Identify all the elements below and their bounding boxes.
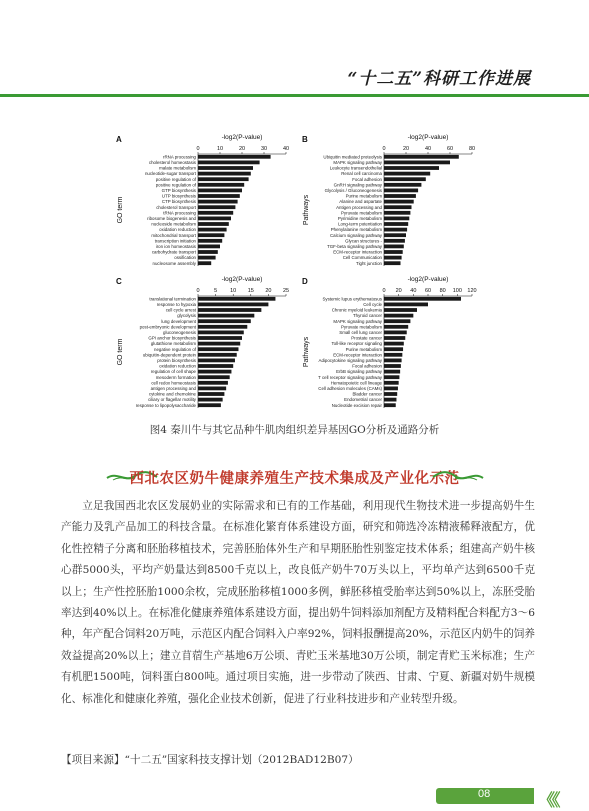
chart-bar <box>198 308 261 312</box>
chart-bar <box>384 205 412 209</box>
y-category-label: TGF-beta signaling pathway <box>327 244 382 249</box>
chart-bar <box>384 398 396 402</box>
y-category-label: MAPK signaling pathway <box>333 318 382 324</box>
chart-bar <box>198 194 240 198</box>
chart-bar <box>384 200 414 204</box>
y-category-label: Thyroid cancer <box>352 313 382 319</box>
y-category-label: protein biosynthesis <box>157 358 196 363</box>
y-category-label: Pyrimidine metabolism <box>337 216 382 221</box>
chart-bar <box>384 194 416 198</box>
chart-bar <box>198 189 242 193</box>
x-tick-label: 20 <box>395 288 402 294</box>
y-category-label: gluconeogenesis <box>163 330 196 335</box>
y-category-label: ciliary or flagellar motility <box>148 397 196 403</box>
y-category-label: cell cycle arrest <box>165 307 196 313</box>
y-category-label: cell redox homeostasis <box>151 380 196 386</box>
y-category-label: response to lipopolysaccharide <box>135 402 196 408</box>
y-category-label: regulation of cell shape <box>150 369 196 375</box>
chart-bar <box>198 392 224 396</box>
y-category-label: glycolysis <box>177 313 196 319</box>
x-tick-label: 5 <box>214 288 218 294</box>
chevron-left-icon: 《《 <box>538 791 558 811</box>
x-tick-label: 0 <box>196 288 200 294</box>
panel-letter: C <box>116 277 122 286</box>
y-category-label: Renal cell carcinoma <box>341 171 382 177</box>
chart-panel-d <box>300 274 482 414</box>
chart-bar <box>198 325 247 329</box>
x-tick-label: 40 <box>282 146 290 152</box>
panel-letter: A <box>116 135 122 144</box>
section-title: 西北农区奶牛健康养殖生产技术集成及产业化示范 <box>129 471 460 487</box>
y-category-label: CTP biosynthesis <box>161 199 196 205</box>
chart-panel-c <box>114 274 296 414</box>
y-category-label: Ubiquitin mediated proteolysis <box>323 154 382 160</box>
chart-bar <box>198 211 233 215</box>
chart-bar <box>198 166 253 170</box>
y-category-label: Nucleotide excision repair <box>331 402 382 408</box>
x-tick-label: 15 <box>247 288 254 294</box>
y-category-label: cholesterol transport <box>156 204 196 210</box>
y-category-label: Leukocyte transendothelial <box>329 165 382 171</box>
chart-bar <box>384 239 405 243</box>
y-category-label: Bladder cancer <box>352 391 382 397</box>
y-category-label: Long-term potentiation <box>338 221 382 227</box>
y-category-label: Purine metabolism <box>345 193 382 199</box>
y-category-label: ubiquitin-dependent protein <box>142 352 196 358</box>
y-category-label: Phenylalanine metabolism <box>330 227 382 233</box>
chart-bar <box>384 172 430 176</box>
chart-bar <box>198 217 231 221</box>
chart-bar <box>384 347 403 351</box>
chart-bar <box>384 381 399 385</box>
y-category-label: rRNA processing <box>163 154 196 160</box>
chart-bar <box>198 183 244 187</box>
chart-bar <box>384 297 461 301</box>
y-category-label: oxidation reduction <box>159 363 196 369</box>
y-category-label: Focal adhesion <box>352 176 382 182</box>
x-axis-title: -log2(P-value) <box>221 276 263 283</box>
chart-bar <box>384 336 405 340</box>
chart-bar <box>384 177 426 181</box>
y-category-label: Toll-like receptor signaling <box>331 341 382 347</box>
chart-c-svg <box>114 274 296 414</box>
y-category-label: oxidation reduction <box>159 227 196 233</box>
y-category-label: positive regulation of <box>155 182 196 188</box>
y-category-label: Focal adhesion <box>352 363 382 369</box>
chart-bar <box>198 387 226 391</box>
chart-d-svg <box>300 274 482 414</box>
chart-bar <box>384 222 408 226</box>
x-axis-title: -log2(P-value) <box>407 134 449 141</box>
chart-bar <box>198 205 235 209</box>
y-category-label: MAPK signaling pathway <box>333 160 382 165</box>
chart-bar <box>198 250 218 254</box>
chart-bar <box>198 222 229 226</box>
chart-bar <box>198 177 249 181</box>
x-tick-label: 10 <box>216 146 224 152</box>
chart-bar <box>198 398 223 402</box>
chart-bar <box>384 314 413 318</box>
chart-bar <box>198 297 275 301</box>
project-source: 【项目来源】“十二五”国家科技支撑计划（2012BAD12B07） <box>61 754 359 766</box>
y-axis-title: GO term <box>117 338 124 366</box>
x-tick-label: 25 <box>282 288 290 294</box>
y-category-label: lung development <box>161 318 196 324</box>
section-heading <box>0 465 589 489</box>
figure-caption: 图4 秦川牛与其它品种牛肌肉组织差异基因GO分析及通路分析 <box>149 424 440 436</box>
chart-a-svg <box>114 132 296 272</box>
chart-bar <box>384 256 402 260</box>
y-category-label: Hematopoietic cell lineage <box>330 380 382 386</box>
chart-panel-a <box>114 132 296 272</box>
chart-bar <box>198 359 235 363</box>
chart-bar <box>384 331 407 335</box>
chart-bar <box>384 375 399 379</box>
chart-bar <box>384 245 404 249</box>
chart-bar <box>384 392 397 396</box>
x-tick-label: 40 <box>424 146 432 152</box>
chart-bar <box>384 303 428 307</box>
chart-bar <box>384 342 404 346</box>
y-category-label: Adipocytokine signaling pathway <box>318 358 382 363</box>
chart-bar <box>198 228 227 232</box>
x-tick-label: 20 <box>238 146 246 152</box>
chart-bar <box>198 347 238 351</box>
y-category-label: post-embryonic development <box>139 324 196 330</box>
y-category-label: cholesterol homeostasis <box>148 160 196 165</box>
y-category-label: ErbB signaling pathway <box>336 369 382 375</box>
y-category-label: Cell Communication <box>342 255 382 261</box>
panel-letter: D <box>302 277 308 286</box>
chart-bar <box>198 239 222 243</box>
chart-bar <box>198 364 233 368</box>
y-category-label: Endometrial cancer <box>344 397 382 403</box>
chart-bar <box>384 233 406 237</box>
article-paragraph: 立足我国西北农区发展奶业的实际需求和已有的工作基础，利用现代生物技术进一步提高奶牛生产能力及乳产品加工的科技含量。在标准化繁育体系建设方面，研究和筛选冷冻精液稀释液配方，优化性控精子分离和胚胎移植技术，完善胚胎体外生产和早期胚胎性别鉴定技术体系；组建高产奶牛核心群5000头，平均产奶量达到8500千克以上，改良低产奶牛70万头以上，平均单产达到6500千克以上；生产性控胚胎1000余枚，完成胚胎移植1000多例，鲜胚移植受胎率达到50%以上，冻胚受胎率达到40%以上。在标准化健康养殖体系建设方面，提出奶牛饲料添加剂配方及精料配合料配方3～6种，年产配合饲料20万吨，示范区内配合饲料入户率92%，饲料报酬提高20%，示范区内奶牛的饲养效益提高20%以上；建立苜蓿生产基地6万公顷、青贮玉米基地30万公顷，制定青贮玉米标准；生产有机肥1500吨，饲料蛋白800吨。通过项目实施，进一步带动了陕西、甘肃、宁夏、新疆对奶牛规模化、标准化和健康化养殖，强化企业技术创新，促进了行业科技进步和产业转型升级。 <box>61 500 535 705</box>
chart-bar <box>384 250 403 254</box>
y-category-label: Pyruvate metabolism <box>341 324 382 330</box>
x-tick-label: 60 <box>446 146 454 152</box>
y-category-label: glutathione metabolism <box>150 341 196 347</box>
y-category-label: nucleosome assembly <box>152 260 196 266</box>
y-category-label: tRNA processing <box>163 210 196 216</box>
header-divider <box>0 94 589 97</box>
y-category-label: Antigen processing and <box>336 204 382 210</box>
chart-bar <box>198 342 240 346</box>
x-tick-label: 0 <box>382 288 386 294</box>
chart-bar <box>198 172 251 176</box>
y-category-label: ossification <box>174 255 196 261</box>
y-category-label: nucleoside metabolism <box>151 221 196 227</box>
y-axis-title: GO term <box>117 196 124 224</box>
chart-bar <box>384 166 439 170</box>
x-tick-label: 20 <box>402 146 410 152</box>
chart-bar <box>198 370 231 374</box>
x-tick-label: 80 <box>468 146 476 152</box>
y-category-label: negative regulation of <box>154 346 196 352</box>
y-category-label: Chronic myeloid leukemia <box>331 307 382 313</box>
x-tick-label: 0 <box>382 146 386 152</box>
y-category-label: ECM-receptor interaction <box>333 352 382 358</box>
chart-bar <box>198 336 242 340</box>
chart-bar <box>198 353 237 357</box>
chart-bar <box>384 325 408 329</box>
page-number: 08 <box>478 788 491 800</box>
x-tick-label: 120 <box>467 288 477 294</box>
chart-bar <box>384 308 417 312</box>
chart-bar <box>384 228 407 232</box>
chart-bar <box>384 353 402 357</box>
x-tick-label: 40 <box>410 288 417 294</box>
y-category-label: antigen processing and <box>150 386 196 391</box>
y-category-label: carbohydrate transport <box>151 249 196 255</box>
y-category-label: Purine metabolism <box>345 346 382 352</box>
y-category-label: Tight junction <box>356 260 382 266</box>
chart-bar <box>198 245 220 249</box>
header-title: “十二五”科研工作进展 <box>347 69 531 89</box>
y-category-label: GnRH signaling pathway <box>333 182 382 188</box>
chart-bar <box>384 403 396 407</box>
chart-bar <box>198 403 221 407</box>
y-category-label: translational termination <box>149 296 196 302</box>
y-category-label: Cell cycle <box>363 302 382 307</box>
chart-bar <box>384 261 401 265</box>
y-category-label: UTP biosynthesis <box>161 193 196 199</box>
x-tick-label: 100 <box>452 288 462 294</box>
chart-bar <box>198 233 224 237</box>
chart-bar <box>384 155 459 159</box>
chart-b-svg <box>300 132 482 272</box>
right-swirl-ornament-icon <box>431 469 485 483</box>
y-axis-title: Pathways <box>303 336 310 368</box>
x-tick-label: 20 <box>265 288 272 294</box>
y-category-label: Glycolysis / Gluconeogenesis <box>324 188 382 193</box>
y-category-label: GPI anchor biosynthesis <box>148 335 196 341</box>
x-tick-label: 10 <box>230 288 237 294</box>
y-category-label: Systemic lupus erythematosus <box>322 296 382 302</box>
x-tick-label: 0 <box>196 146 200 152</box>
chart-bar <box>384 319 410 323</box>
y-category-label: mitochondrial transport <box>151 232 196 238</box>
chart-bar <box>384 387 398 391</box>
chart-bar <box>198 161 260 165</box>
chart-bar <box>198 331 244 335</box>
chart-bar <box>198 314 254 318</box>
chart-bar <box>384 161 450 165</box>
y-category-label: response to hypoxia <box>156 302 196 307</box>
y-category-label: Pyruvate metabolism <box>341 210 382 216</box>
figure-panels <box>114 132 484 414</box>
y-category-label: Prostate cancer <box>351 335 382 341</box>
y-category-label: Small cell lung cancer <box>339 330 382 335</box>
chart-bar <box>384 217 409 221</box>
x-tick-label: 30 <box>260 146 268 152</box>
chart-bar <box>198 375 230 379</box>
chart-bar <box>384 183 421 187</box>
chart-bar <box>384 370 400 374</box>
chart-bar <box>384 189 418 193</box>
chart-bar <box>198 200 238 204</box>
y-category-label: iron ion homeostasis <box>155 244 196 249</box>
chart-bar <box>198 261 211 265</box>
y-category-label: cytokine and chemokine <box>148 391 196 397</box>
chart-bar <box>198 155 271 159</box>
chart-bar <box>384 359 402 363</box>
chart-bar <box>198 256 216 260</box>
y-category-label: transcription initiation <box>154 238 196 244</box>
chart-bar <box>384 364 401 368</box>
chart-bar <box>198 319 251 323</box>
y-category-label: T cell receptor signaling pathway <box>318 374 382 380</box>
x-tick-label: 80 <box>439 288 446 294</box>
chart-bar <box>198 381 228 385</box>
chart-bar <box>384 211 410 215</box>
x-axis-title: -log2(P-value) <box>221 134 263 141</box>
y-axis-title: Pathways <box>303 194 310 226</box>
y-category-label: ribosome biogenesis and <box>147 216 196 221</box>
chart-panel-b <box>300 132 482 272</box>
x-axis-title: -log2(P-value) <box>407 276 449 283</box>
y-category-label: mesoderm formation <box>155 374 196 380</box>
y-category-label: Alanine and aspartate <box>339 199 382 205</box>
y-category-label: GTP biosynthesis <box>161 188 196 193</box>
y-category-label: Cell adhesion molecules (CAMs) <box>318 386 382 391</box>
x-tick-label: 60 <box>424 288 432 294</box>
y-category-label: ECM-receptor interaction <box>333 249 382 255</box>
y-category-label: malate metabolism <box>159 165 196 171</box>
y-category-label: positive regulation of <box>155 176 196 182</box>
chart-bar <box>198 303 268 307</box>
y-category-label: Calcium signaling pathway <box>330 232 382 238</box>
y-category-label: Glycan structures - <box>345 238 382 244</box>
y-category-label: nucleotide-sugar transport <box>144 171 196 177</box>
panel-letter: B <box>302 135 308 144</box>
